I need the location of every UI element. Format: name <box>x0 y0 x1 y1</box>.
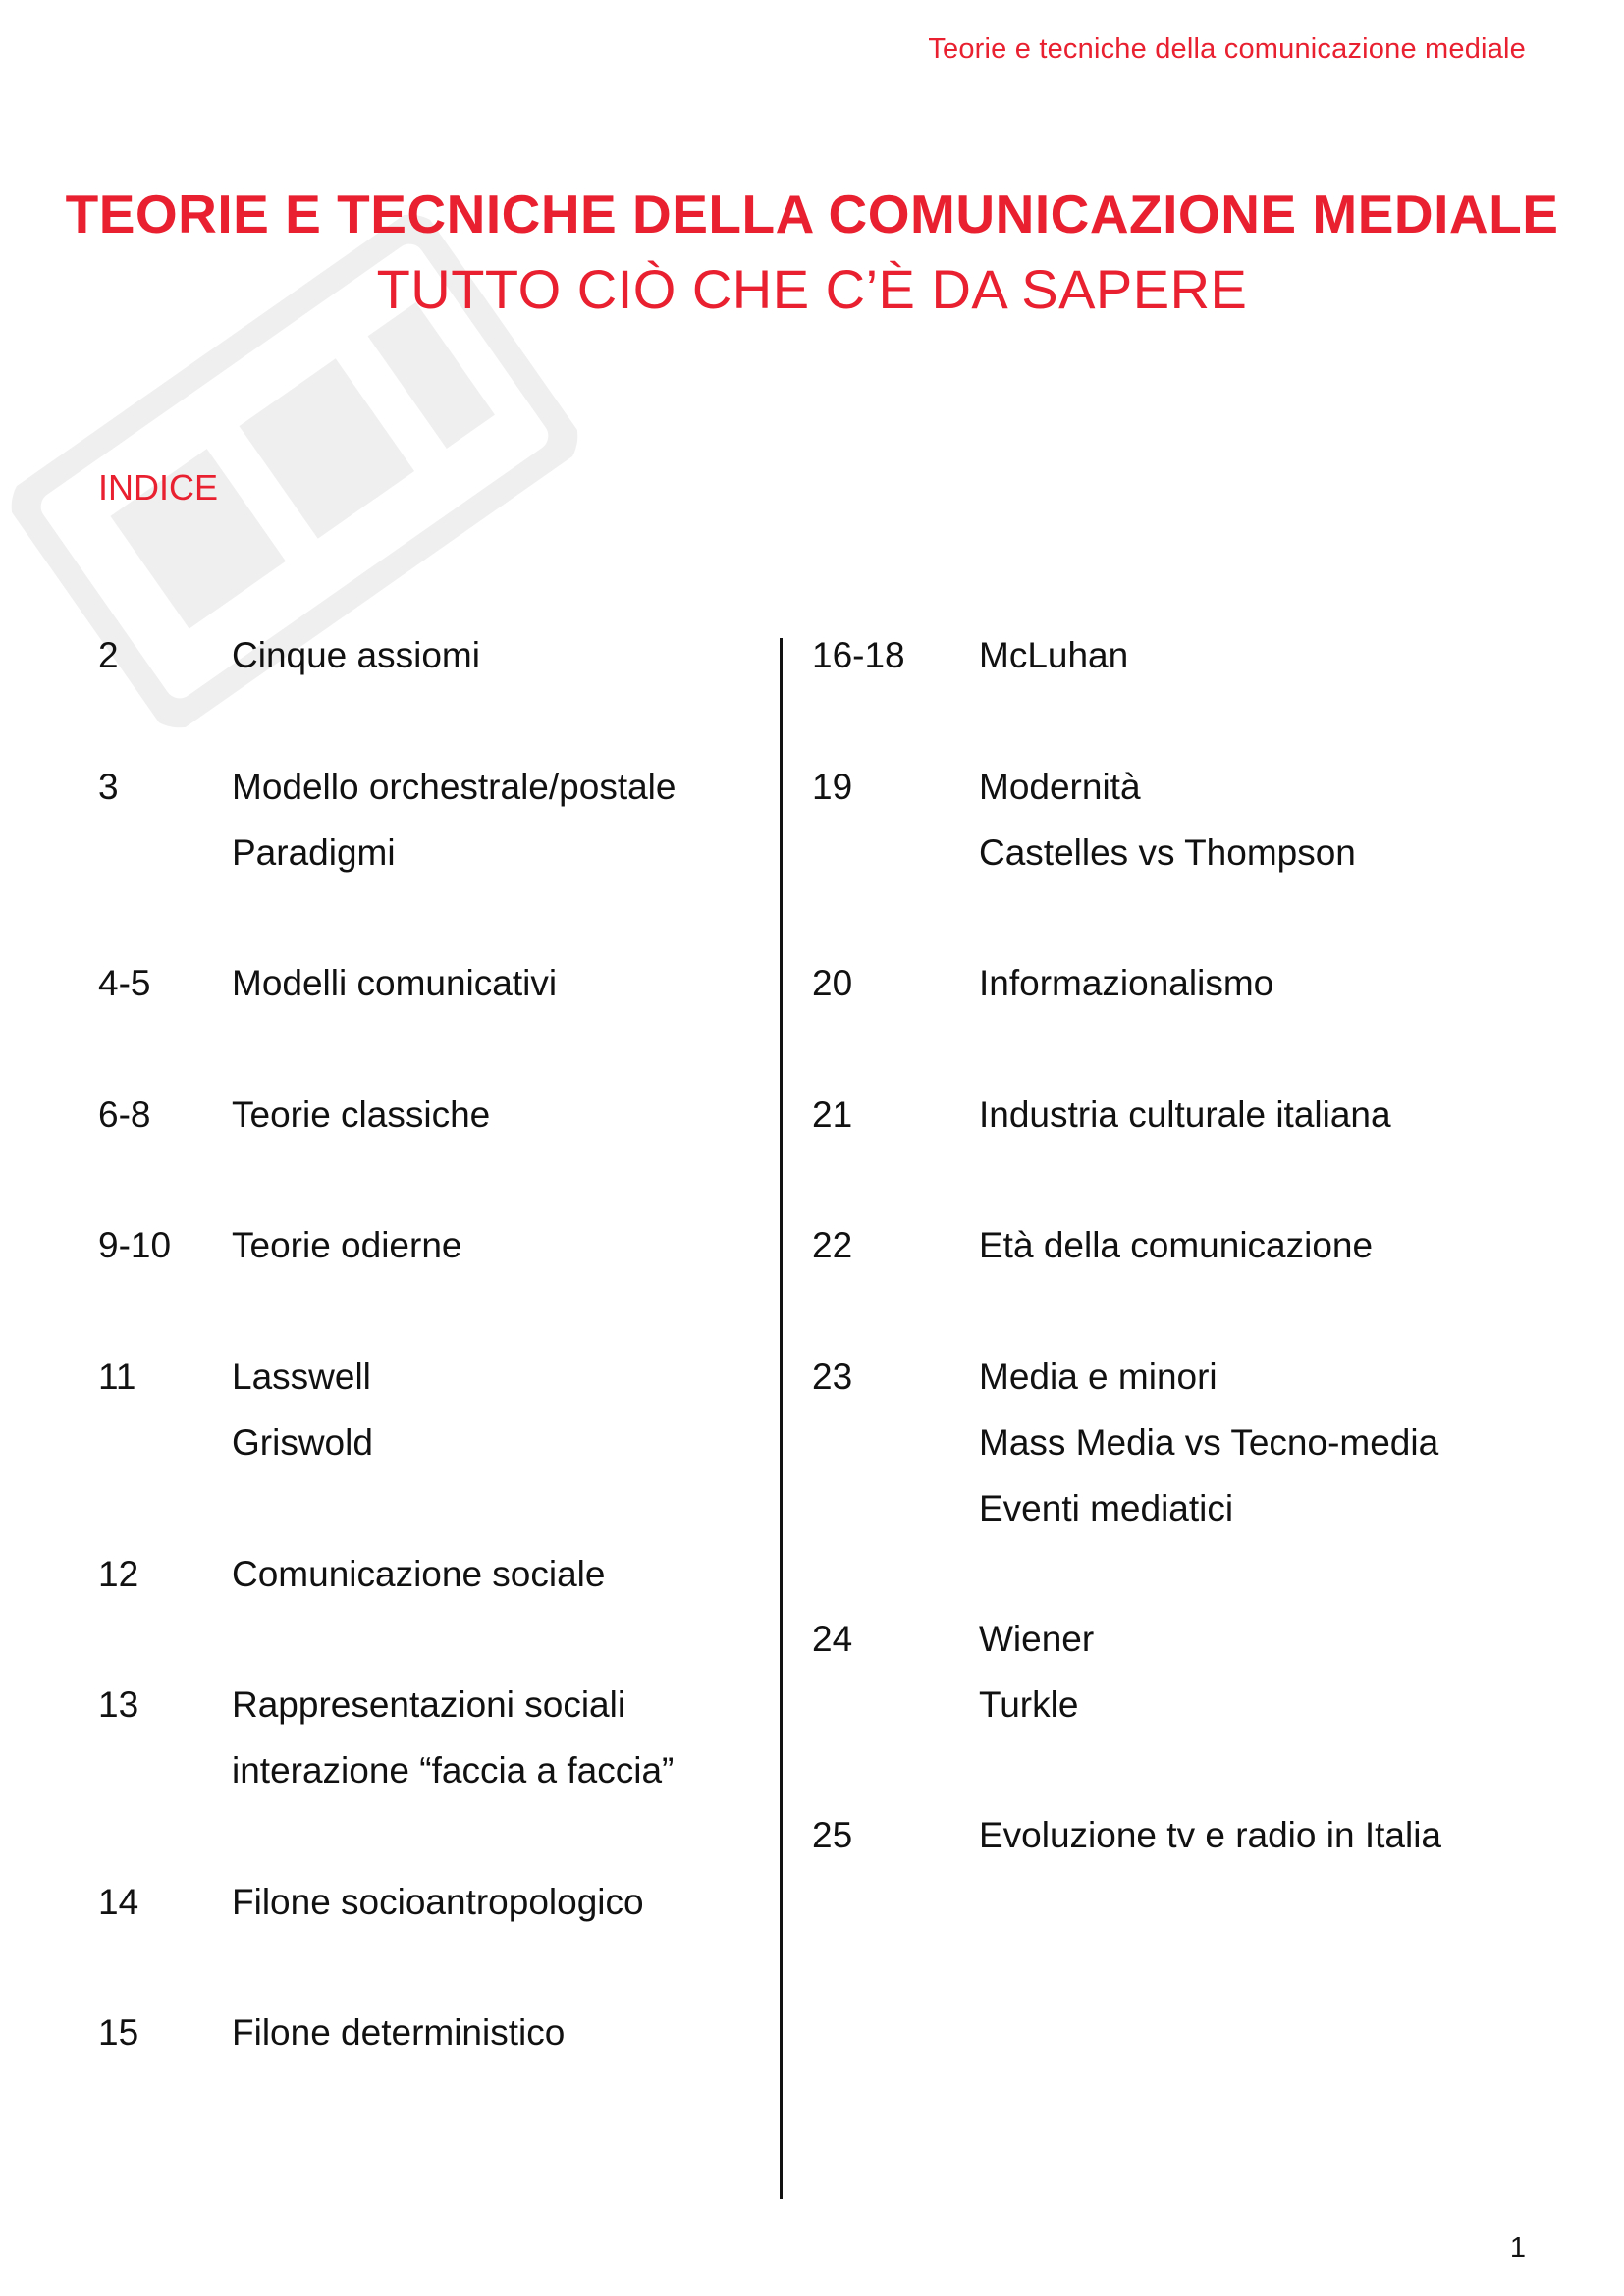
index-topic: Paradigmi <box>232 832 396 873</box>
index-topic: Griswold <box>232 1422 373 1463</box>
index-topic: Turkle <box>979 1684 1079 1725</box>
index-topic: Rappresentazioni sociali <box>232 1684 626 1725</box>
index-page-number: 19 <box>812 767 853 807</box>
index-topic: Lasswell <box>232 1357 371 1397</box>
document-title: TEORIE E TECNICHE DELLA COMUNICAZIONE MEDIALE <box>65 184 1559 244</box>
index-topic: Cinque assiomi <box>232 635 480 675</box>
index-page-number: 9-10 <box>98 1225 172 1265</box>
index-topic: Eventi mediatici <box>979 1488 1234 1528</box>
index-page-number: 15 <box>98 2012 139 2053</box>
index-page-number: 24 <box>812 1619 853 1659</box>
index-topic: Età della comunicazione <box>979 1225 1374 1265</box>
index-topic: Teorie classiche <box>232 1095 491 1135</box>
index-page-number: 22 <box>812 1225 853 1265</box>
index-topic: Filone deterministico <box>232 2012 566 2053</box>
index-page-number: 2 <box>98 635 119 675</box>
index-topic: Filone socioantropologico <box>232 1882 644 1922</box>
index-page-number: 4-5 <box>98 963 151 1003</box>
index-page-number: 16-18 <box>812 635 905 675</box>
index-topic: Comunicazione sociale <box>232 1554 606 1594</box>
index-topic: Wiener <box>979 1619 1095 1659</box>
index-topic: Industria culturale italiana <box>979 1095 1391 1135</box>
index-page-number: 11 <box>98 1357 136 1397</box>
index-topic: Modelli comunicativi <box>232 963 558 1003</box>
index-page-number: 6-8 <box>98 1095 151 1135</box>
index-topic: Informazionalismo <box>979 963 1274 1003</box>
index-page-number: 21 <box>812 1095 853 1135</box>
document-subtitle: TUTTO CIÒ CHE C’È DA SAPERE <box>376 258 1248 320</box>
index-topic: Mass Media vs Tecno-media <box>979 1422 1439 1463</box>
index-page-number: 23 <box>812 1357 853 1397</box>
index-topic: Castelles vs Thompson <box>979 832 1356 873</box>
page-number: 1 <box>1509 2232 1526 2264</box>
index-page-number: 13 <box>98 1684 139 1725</box>
index-page-number: 3 <box>98 767 119 807</box>
index-topic: Media e minori <box>979 1357 1218 1397</box>
running-header: Teorie e tecniche della comunicazione mediale <box>928 33 1526 65</box>
index-topic: Modernità <box>979 767 1141 807</box>
index-page-number: 12 <box>98 1554 139 1594</box>
index-topic: Evoluzione tv e radio in Italia <box>979 1815 1441 1855</box>
index-page-number: 14 <box>98 1882 139 1922</box>
index-topic: Modello orchestrale/postale <box>232 767 677 807</box>
index-topic: Teorie odierne <box>232 1225 462 1265</box>
index-topic: interazione “faccia a faccia” <box>232 1750 675 1790</box>
index-topic: McLuhan <box>979 635 1129 675</box>
index-page-number: 20 <box>812 963 853 1003</box>
index-page-number: 25 <box>812 1815 853 1855</box>
index-heading: INDICE <box>98 467 219 507</box>
